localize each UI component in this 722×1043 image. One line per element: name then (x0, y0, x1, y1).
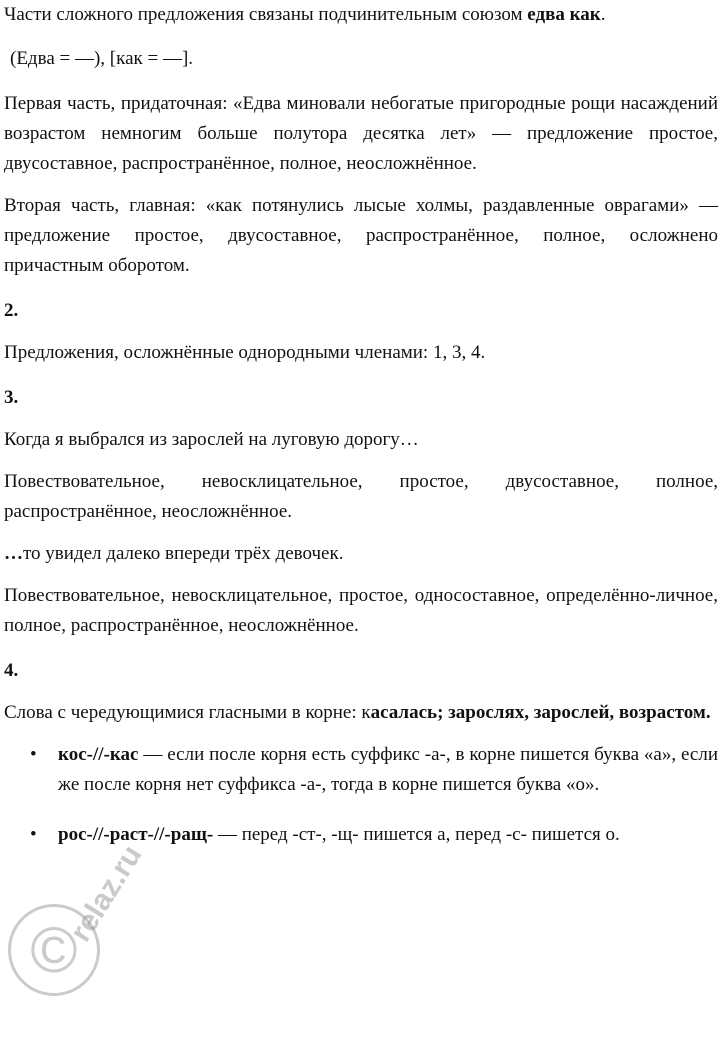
intro-text: Части сложного предложения связаны подчинительным союзом (4, 4, 528, 25)
rule-text: — если после корня есть суффикс -а-, в корне пишется буква «а», если же после корня нет суффикса -а-, тогда в корне пишется буква «о». (58, 744, 718, 795)
rule-text: — перед -ст-, -щ- пишется а, перед -с- пишется о. (213, 824, 620, 845)
list-item (4, 740, 718, 800)
section-3-analysis-1: Повествовательное, невосклицательное, простое, двусоставное, полное, распространённое, неосложнённое. (4, 471, 718, 522)
section-3-sentence-1: Когда я выбрался из зарослей на луговую дорогу… (4, 429, 419, 450)
intro-line (4, 0, 718, 30)
list-item (4, 820, 718, 850)
document-page (4, 0, 718, 850)
section-4-words (4, 698, 718, 728)
section-number-4: 4. (4, 660, 19, 681)
section-2-text: Предложения, осложнённые однородными членами: 1, 3, 4. (4, 342, 486, 363)
rules-list (4, 740, 718, 850)
ellipsis: … (4, 543, 23, 564)
sentence-2-text: то увидел далеко впереди трёх девочек. (23, 543, 344, 564)
part-one-analysis: Первая часть, придаточная: «Едва миновали небогатые пригородные рощи насаждений возрастом немногим больше полутора десятка лет» — предложение простое, двусоставное, распространённое, полное, неосложнённое. (4, 93, 718, 174)
section-number-3: 3. (4, 387, 19, 408)
words-prefix: Слова с чередующимися гласными в корне: к (4, 702, 371, 723)
intro-period: . (600, 4, 606, 25)
section-3-sentence-2 (4, 539, 718, 569)
watermark-site: relaz.ru (64, 839, 149, 948)
sentence-scheme: (Едва = —), [как = —]. (10, 48, 194, 69)
words-list: асалась; зарослях, зарослей, возрастом. (370, 702, 711, 723)
part-two-analysis: Вторая часть, главная: «как потянулись лысые холмы, раздавленные оврагами» — предложение простое, двусоставное, распространённое, полное, осложнено причастным оборотом. (4, 195, 718, 276)
section-3-analysis-2: Повествовательное, невосклицательное, простое, односоставное, определённо-личное, полное, распространённое, неосложнённое. (4, 585, 718, 636)
root-pattern: рос-//-раст-//-ращ- (58, 824, 214, 845)
bullet-icon: • (30, 744, 37, 765)
intro-conjunction: едва как (527, 4, 601, 25)
root-pattern: кос-//-кас (58, 744, 139, 765)
section-number-2: 2. (4, 300, 19, 321)
copyright-watermark-icon: © (8, 904, 100, 996)
bullet-icon: • (30, 824, 37, 845)
